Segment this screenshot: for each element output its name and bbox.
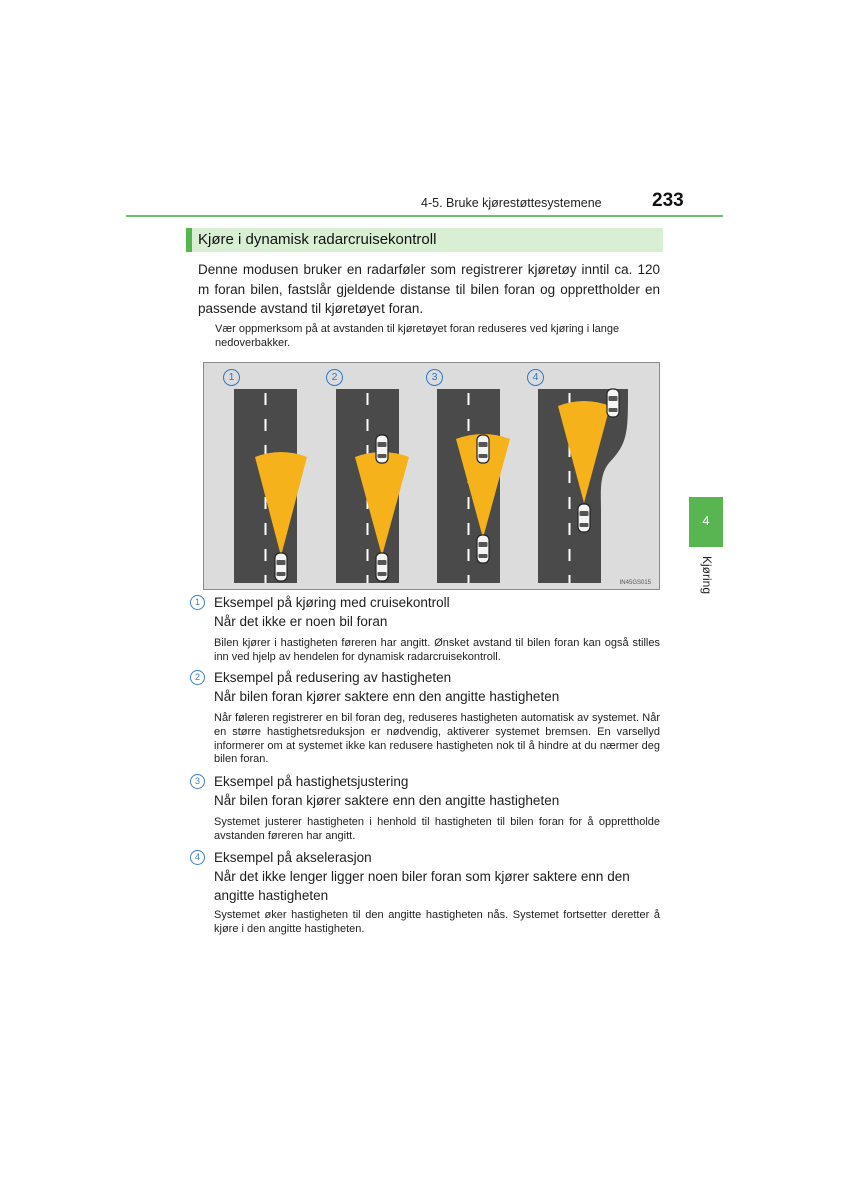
figure-code: IN45GS015 <box>619 580 651 586</box>
item-heading: Eksempel på kjøring med cruisekontroll <box>214 595 450 610</box>
item-subheading: Når bilen foran kjører saktere enn den angitte hastigheten <box>214 793 560 808</box>
header-divider <box>126 215 723 217</box>
item-description: Systemet justerer hastigheten i henhold til hastigheten til bilen foran for å opprettholde avstanden føreren har angitt. <box>214 816 660 842</box>
section-accent <box>186 228 192 252</box>
own-car-3 <box>477 535 489 563</box>
item-number: 1 <box>190 595 205 610</box>
item-subheading: Når det ikke er noen bil foran <box>214 614 388 629</box>
lead-car-2 <box>376 435 388 463</box>
own-car-4 <box>578 504 590 532</box>
item-number: 4 <box>190 850 205 865</box>
item-heading: Eksempel på redusering av hastigheten <box>214 670 452 685</box>
lead-car-3 <box>477 435 489 463</box>
chapter-tab-label: Kjøring <box>700 556 714 595</box>
figure-label-2: 2 <box>326 369 343 386</box>
note-paragraph: Vær oppmerksom på at avstanden til kjøretøyet foran reduseres ved kjøring i lange nedoverbakker. <box>215 323 620 349</box>
illustration-graphic <box>204 363 661 591</box>
section-title: Kjøre i dynamisk radarcruisekontroll <box>198 231 437 248</box>
item-description: Bilen kjører i hastigheten føreren har angitt. Ønsket avstand til bilen foran kan også stilles inn ved hjelp av hendelen for dynamisk radarcruisekontroll. <box>214 637 660 663</box>
radar-cruise-illustration <box>203 362 660 590</box>
merging-car-4 <box>607 389 619 417</box>
item-description: Når føleren registrerer en bil foran deg, reduseres hastigheten automatisk av systemet. Når en større hastighetsreduksjon er nødvendig, aktiverer systemet bremsen. En varsellyd informerer om at systemet ikke kan redusere hastigheten nok til å hindre at du nærmer deg bilen foran. <box>214 712 660 766</box>
item-description: Systemet øker hastigheten til den angitte hastigheten nås. Systemet fortsetter deretter å kjøre i den angitte hastigheten. <box>214 909 660 935</box>
item-heading: Eksempel på hastighetsjustering <box>214 774 409 789</box>
item-heading: Eksempel på akselerasjon <box>214 850 372 865</box>
own-car-2 <box>376 553 388 581</box>
item-subheading: Når bilen foran kjører saktere enn den angitte hastigheten <box>214 689 560 704</box>
own-car-1 <box>275 553 287 581</box>
section-heading-bar <box>186 228 663 252</box>
intro-paragraph: Denne modusen bruker en radarføler som registrerer kjøretøy inntil ca. 120 m foran bilen, fastslår gjeldende distanse til bilen foran og opprettholder en passende avstand til kjøretøyet foran. <box>198 262 660 316</box>
item-number: 2 <box>190 670 205 685</box>
figure-label-4: 4 <box>527 369 544 386</box>
figure-label-1: 1 <box>223 369 240 386</box>
page-number: 233 <box>652 190 684 211</box>
chapter-tab-label-wrap <box>686 556 726 606</box>
chapter-title: 4-5. Bruke kjørestøttesystemene <box>421 196 602 210</box>
chapter-tab: 4 <box>689 497 723 547</box>
item-subheading: Når det ikke lenger ligger noen biler foran som kjører saktere enn den angitte hastigheten <box>214 869 630 903</box>
item-number: 3 <box>190 774 205 789</box>
figure-label-3: 3 <box>426 369 443 386</box>
